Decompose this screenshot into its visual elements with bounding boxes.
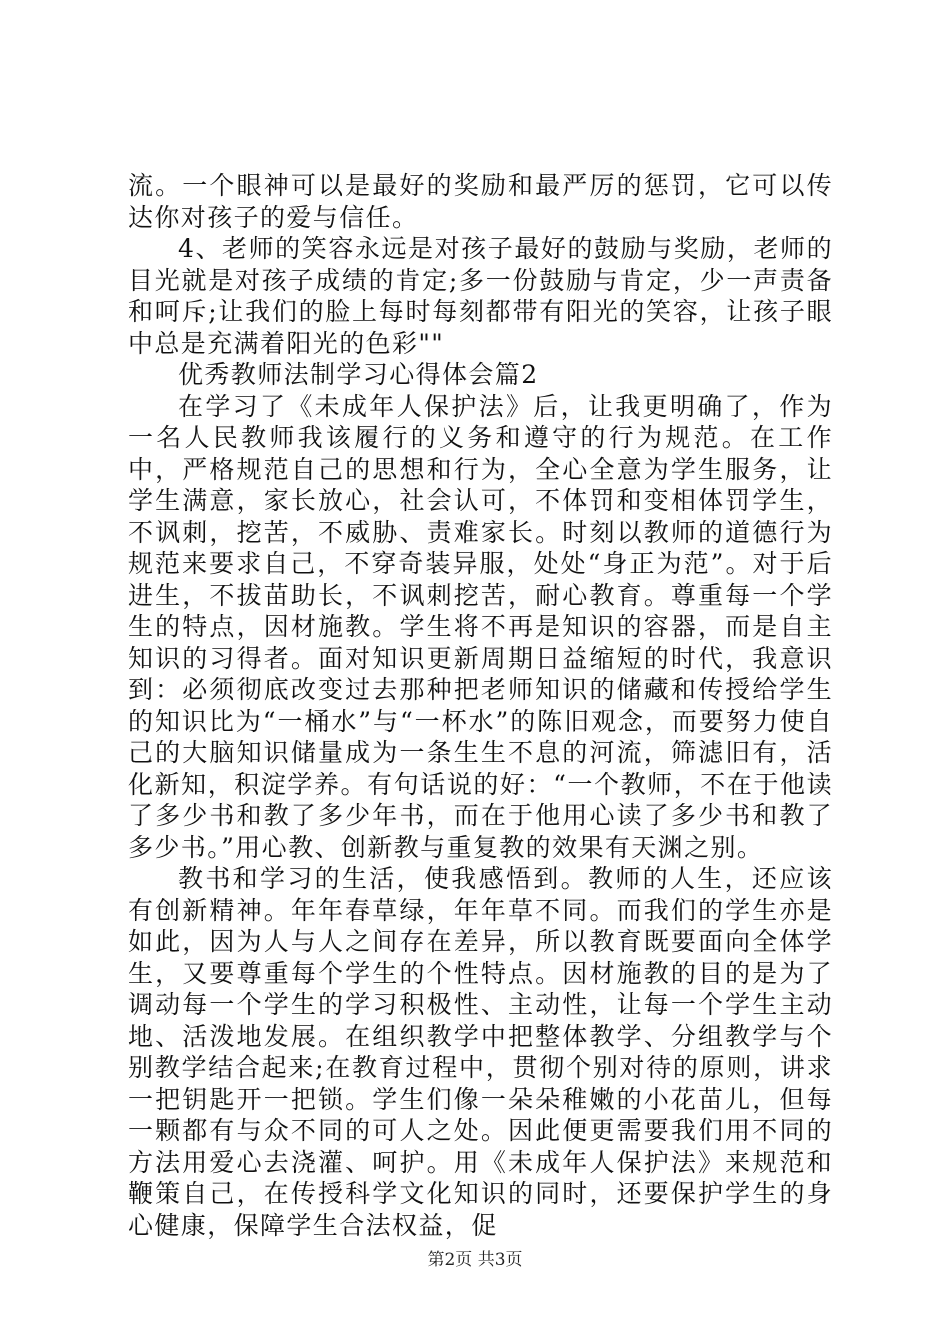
- section-heading: 优秀教师法制学习心得体会篇2: [178, 360, 539, 389]
- paragraph-law-study: 在学习了《未成年人保护法》后，让我更明确了，作为一名人民教师我该履行的义务和遵守的行为规范。在工作中，严格规范自己的思想和行为，全心全意为学生服务，让学生满意，家长放心，社会认可，不体罚和变相体罚学生，不讽刺，挖苦，不威胁、责难家长。时刻以教师的道德行为规范来要求自己，不穿奇装异服，处处“身正为范”。对于后进生，不拔苗助长，不讽刺挖苦，耐心教育。尊重每一个学生的特点，因材施教。学生将不再是知识的容器，而是自主知识的习得者。面对知识更新周期日益缩短的时代，我意识到：必须彻底改变过去那种把老师知识的储藏和传授给学生的知识比为“一桶水”与“一杯水”的陈旧观念，而要努力使自己的大脑知识储量成为一条生生不息的河流，筛滤旧有，活化新知，积淀学养。有句话说的好：“一个教师，不在于他读了多少书和教了多少年书，而在于他用心读了多少书和教了多少书。”用心教、创新教与重复教的效果有天渊之别。: [128, 391, 833, 862]
- document-body: [128, 170, 833, 1241]
- page-footer: 第2页 共3页: [427, 1250, 523, 1270]
- paragraph-teaching-life: 教书和学习的生活，使我感悟到。教师的人生，还应该有创新精神。年年春草绿，年年草不同。而我们的学生亦是如此，因为人与人之间存在差异，所以教育既要面向全体学生，又要尊重每个学生的个性特点。因材施教的目的是为了调动每一个学生的学习积极性、主动性，让每一个学生主动地、活泼地发展。在组织教学中把整体教学、分组教学与个别教学结合起来;在教育过程中，贯彻个别对待的原则，讲求一把钥匙开一把锁。学生们像一朵朵稚嫩的小花苗儿，但每一颗都有与众不同的可人之处。因此便更需要我们用不同的方法用爱心去浇灌、呵护。用《未成年人保护法》来规范和鞭策自己，在传授科学文化知识的同时，还要保护学生的身心健康，保障学生合法权益，促: [128, 864, 833, 1240]
- paragraph-point-4: 4、老师的笑容永远是对孩子最好的鼓励与奖励，老师的目光就是对孩子成绩的肯定;多一份鼓励与肯定，少一声责备和呵斥;让我们的脸上每时每刻都带有阳光的笑容，让孩子眼中总是充满着阳光的色彩"": [128, 234, 833, 358]
- paragraph-continued: 流。一个眼神可以是最好的奖励和最严厉的惩罚，它可以传达你对孩子的爱与信任。: [128, 171, 833, 232]
